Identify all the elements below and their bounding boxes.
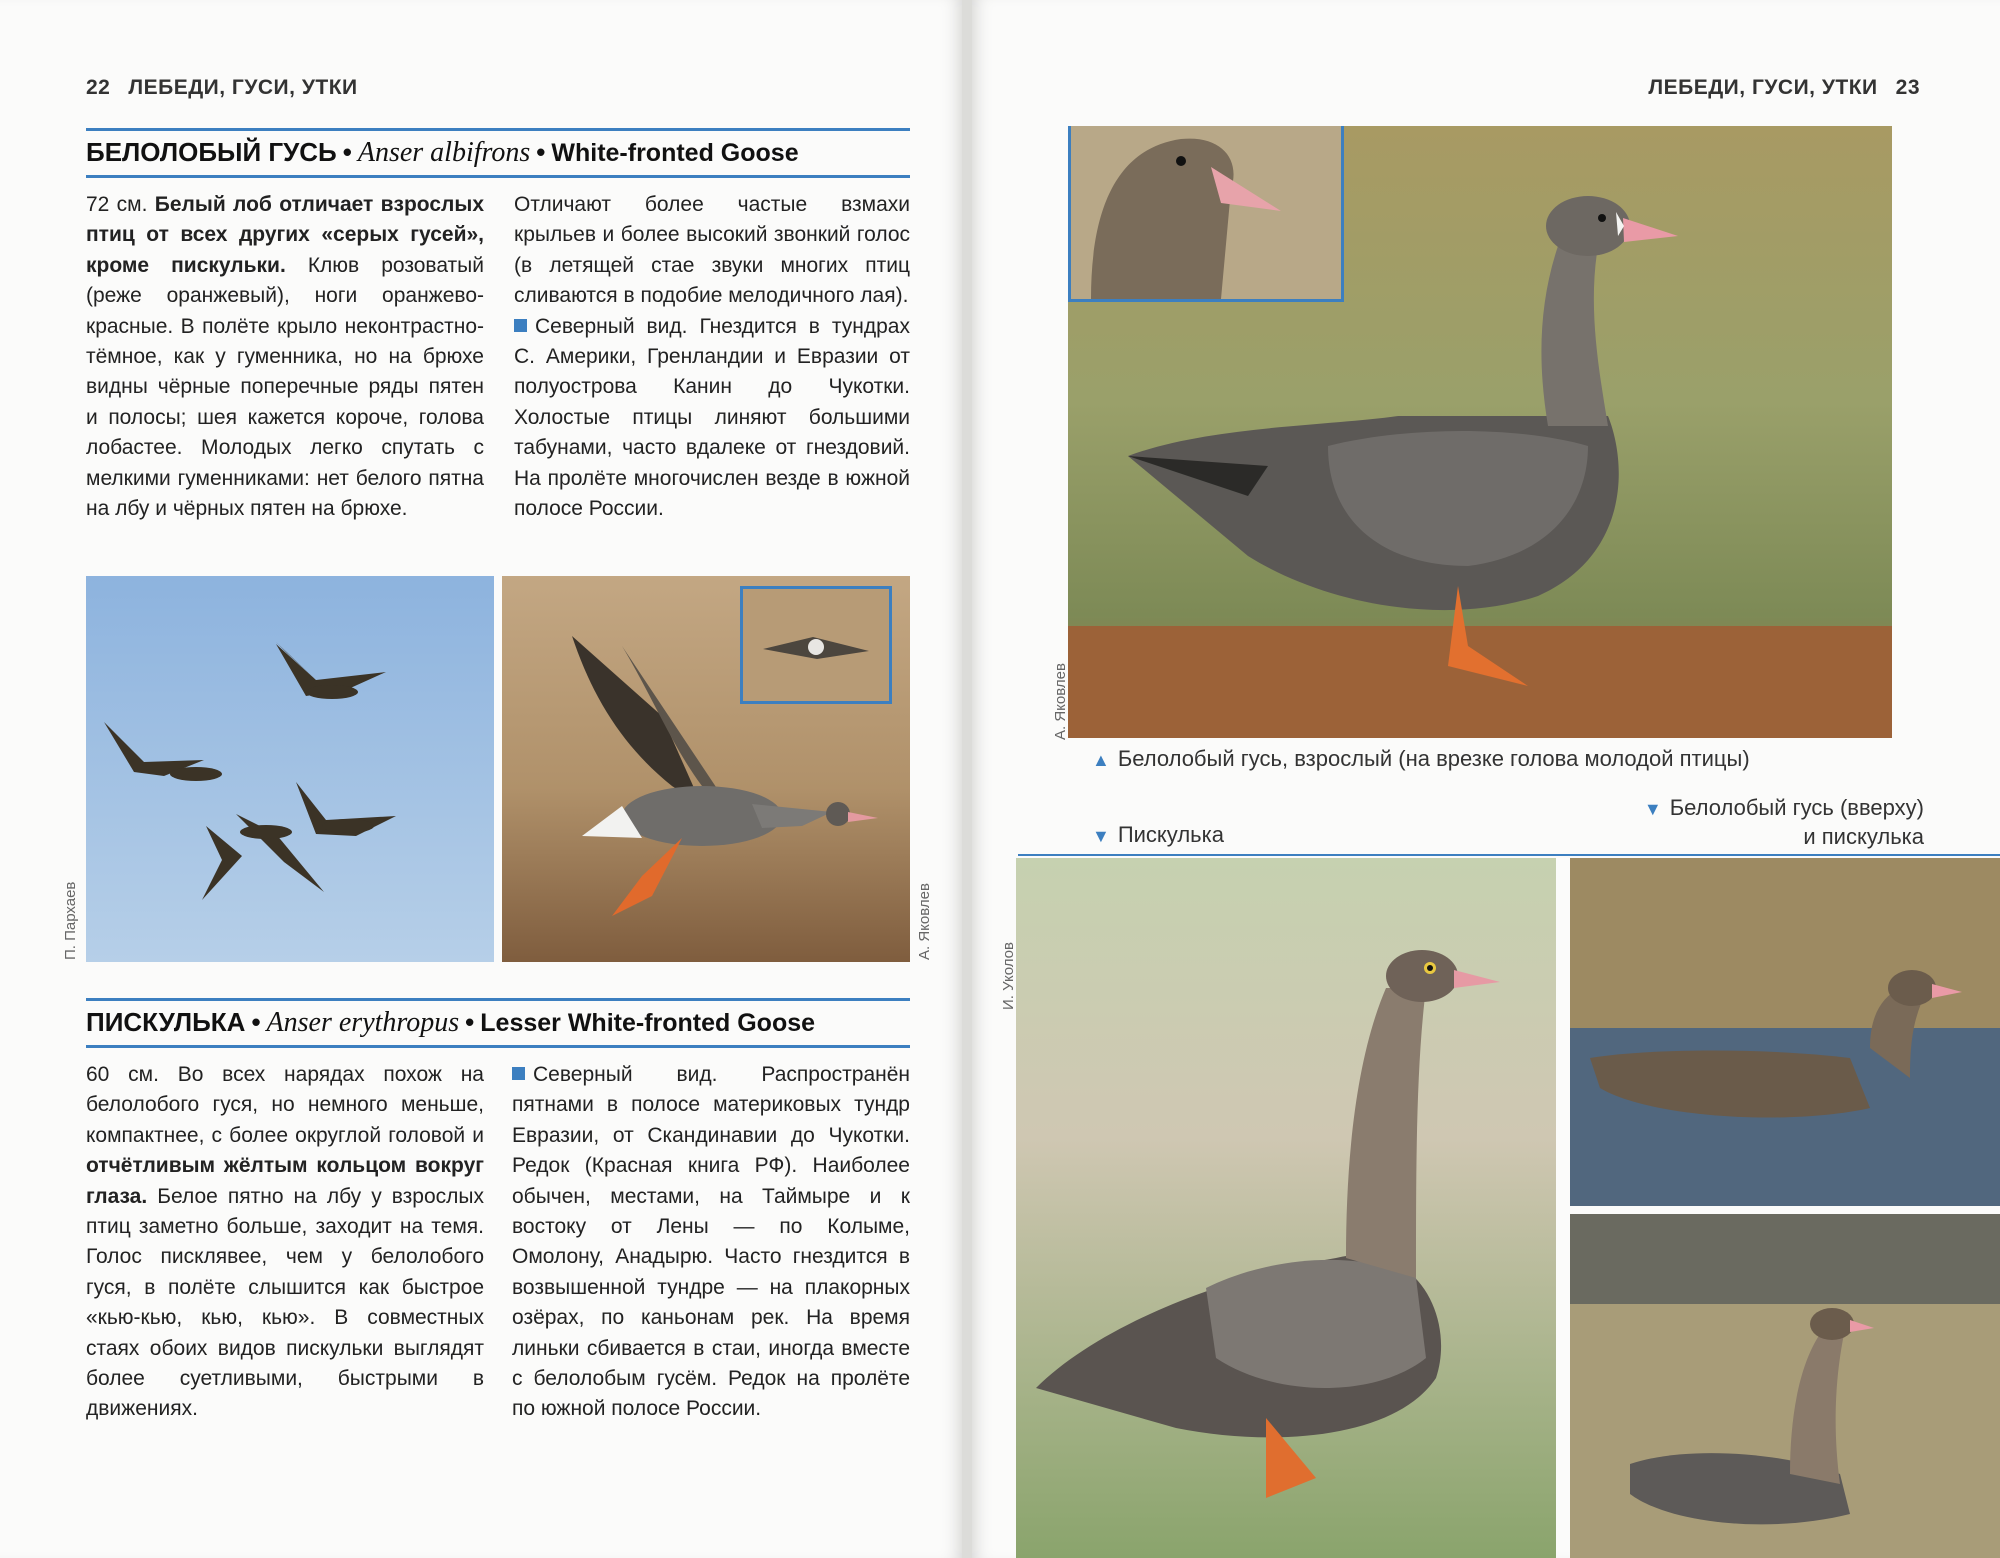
range-marker-icon — [512, 1067, 525, 1080]
species1-description: Клюв розоватый (реже оранжевый), ноги оранжево-красные. В полёте крыло неконтрастно-тёмное, как у гуменника, но на брюхе видны чёрные поперечные ряды пятен и полосы; шея кажется короче, голова лобастее. Молодых легко спутать с мелкими гуменниками: нет белого пятна на лбу и чёрных пятен на брюхе. — [86, 253, 484, 521]
species1-range: Северный вид. Гнездится в тундрах С. Америки, Гренландии и Евразии от полуострова Канин до Чукотки. Холостые птицы линяют большими табунами, часто вдалеке от гнездовий. На пролёте многочислен везде в южной полосе России. — [514, 314, 910, 521]
species1-flight-note: Отличают более частые взмахи крыльев и более высокий звонкий голос (в летящей стае звуки многих птиц сливаются в подобие мелодичного лая). — [514, 193, 910, 308]
species2-key-feature: отчётливым жёлтым кольцом вокруг глаза. — [86, 1154, 484, 1208]
caption-divider — [1018, 854, 2000, 856]
caption-pair — [1644, 794, 1924, 851]
running-head-title-right: ЛЕБЕДИ, ГУСИ, УТКИ — [1648, 76, 1878, 99]
photo-credit-flight: А. Яковлев — [916, 883, 933, 960]
photo-credit-lower: И. Уколов — [1000, 942, 1017, 1010]
photo-goose-in-flight — [502, 576, 910, 962]
page-number-right: 23 — [1895, 76, 1920, 99]
photo-lesser-white-fronted-goose-standing — [1016, 858, 1556, 1558]
species2-description-part2: Белое пятно на лбу у взрослых птиц заметно больше, заходит на темя. Голос писклявее, чем у белолобого гуся, в полёте слышится как быстрое «кью-кью, кью, кью». В совместных стаях обоих видов пискульки выглядят более суетливыми, быстрыми в движениях. — [86, 1184, 484, 1421]
running-head-right — [1648, 76, 1920, 100]
caption-adult-text: Белолобый гусь, взрослый (на врезке голова молодой птицы) — [1117, 746, 1750, 771]
species2-range: Северный вид. Распространён пятнами в полосе материковых тундр Евразии, от Скандинавии до Чукотки. Редок (Красная книга РФ). Наиболее обычен, местами, на Таймыре и к востоку от Лены — по Колыме, Омолону, Анадырю. Часто гнездится в возвышенной тундре — на плакорных озёрах, по каньонам рек. На время линьки сбивается в стаи, иногда вместе с белолобым гусём. Редок на пролёте по южной полосе России. — [512, 1063, 910, 1421]
species-latin-name: Anser erythropus — [266, 1007, 460, 1038]
species2-description-part1: Во всех нарядах похож на белолобого гуся, но немного меньше, компактнее, с более округлой головой и — [86, 1063, 484, 1147]
species-header-lesser-white-fronted-goose: ПИСКУЛЬКА • Anser erythropus • Lesser White-fronted Goose — [86, 998, 910, 1048]
caption-lesser-text: Пискулька — [1117, 822, 1224, 847]
caption-lesser — [1092, 822, 1224, 848]
book-gutter — [962, 0, 972, 1558]
page-number-left: 22 — [86, 76, 111, 99]
photo-credit-flock: П. Пархаев — [62, 881, 79, 960]
running-head-left — [86, 76, 358, 100]
arrow-up-icon: ▲ — [1092, 750, 1110, 770]
caption-pair-line2: и пискулька — [1803, 824, 1924, 849]
arrow-down-icon: ▼ — [1643, 799, 1662, 819]
caption-pair-line1: Белолобый гусь (вверху) — [1669, 795, 1924, 820]
species-en-name: Lesser White-fronted Goose — [480, 1009, 816, 1037]
photo-flock-in-sky — [86, 576, 494, 962]
species-ru-name: БЕЛОЛОБЫЙ ГУСЬ — [86, 137, 337, 167]
species1-key-feature: Белый лоб отличает взрослых птиц от всех других «серых гусей», кроме пискульки. — [86, 193, 484, 277]
left-page — [0, 0, 962, 1558]
species-header-white-fronted-goose: БЕЛОЛОБЫЙ ГУСЬ • Anser albifrons • White-fronted Goose — [86, 128, 910, 178]
photo-credit-main: А. Яковлев — [1052, 663, 1069, 740]
caption-adult — [1092, 746, 1750, 772]
range-marker-icon — [514, 319, 527, 332]
photo-white-fronted-goose-swimming — [1570, 858, 2000, 1206]
species-en-name: White-fronted Goose — [551, 139, 799, 167]
species2-size: 60 см. — [86, 1063, 159, 1086]
photo-lesser-white-fronted-goose-swimming — [1570, 1214, 2000, 1558]
species1-text-column-1 — [86, 190, 484, 524]
inset-photo-juvenile-head — [1068, 126, 1344, 302]
right-page — [972, 0, 2000, 1558]
running-head-title-left: ЛЕБЕДИ, ГУСИ, УТКИ — [128, 76, 358, 99]
arrow-down-icon: ▼ — [1092, 826, 1110, 846]
inset-photo-flight-front — [740, 586, 892, 704]
species2-text-column-2 — [512, 1060, 910, 1425]
species1-size: 72 см. — [86, 193, 148, 216]
species-latin-name: Anser albifrons — [357, 137, 531, 168]
species2-text-column-1 — [86, 1060, 484, 1425]
species-ru-name: ПИСКУЛЬКА — [86, 1007, 246, 1037]
photo-adult-white-fronted-goose — [1068, 126, 1892, 738]
species1-text-column-2 — [514, 190, 910, 524]
